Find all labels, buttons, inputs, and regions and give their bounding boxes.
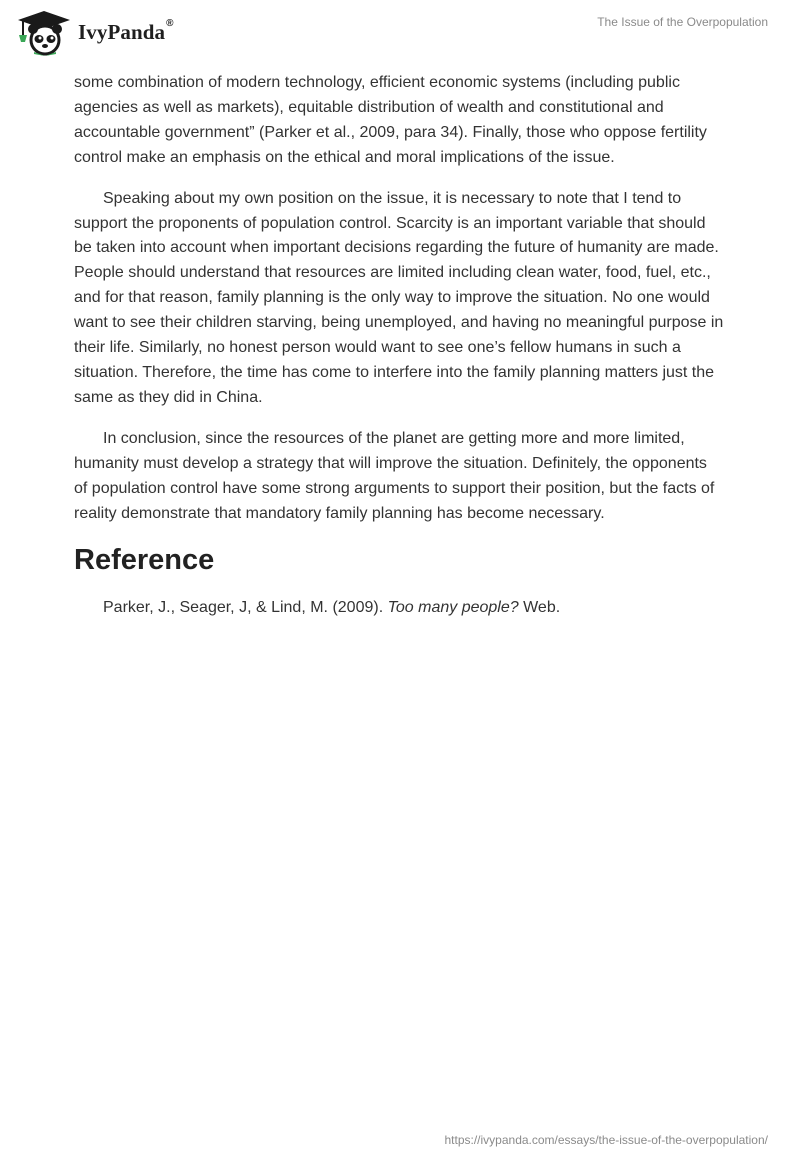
logo-wordmark: IvyPanda® <box>78 17 174 44</box>
ivypanda-logo[interactable] <box>14 8 174 56</box>
reference-title: Too many people? <box>387 599 519 617</box>
panda-graduation-cap-icon <box>14 8 72 56</box>
running-title: The Issue of the Overpopulation <box>597 15 768 29</box>
registered-mark: ® <box>166 17 174 29</box>
body-paragraph-3: In conclusion, since the resources of the planet are getting more and more limited, humanity must develop a strategy that will improve the situation. Definitely, the opponents of population control have some strong arguments to support their position, but the facts of reality demonstrate that mandatory family planning has become necessary. <box>74 429 715 522</box>
reference-medium: Web. <box>523 599 561 617</box>
body-paragraph-2: Speaking about my own position on the issue, it is necessary to note that I tend to support the proponents of population control. Scarcity is an important variable that should be taken into account when important decisions regarding the future of humanity are made. People should understand that resources are limited including clean water, food, fuel, etc., and for that reason, family planning is the only way to improve the situation. No one would want to see their children starving, being unemployed, and having no meaningful purpose in their life. Similarly, no honest person would want to see one’s fellow humans in such a situation. Therefore, the time has come to interfere into the family planning matters just the same as they did in China. <box>74 189 724 406</box>
footer-url-link[interactable]: https://ivypanda.com/essays/the-issue-of-the-overpopulation/ <box>444 1133 768 1147</box>
reference-heading: Reference <box>74 544 215 577</box>
body-paragraph-1: some combination of modern technology, efficient economic systems (including public agencies as well as markets), equitable distribution of wealth and constitutional and accountable government” (Parker et al., 2009, para 34). Finally, those who oppose fertility control make an emphasis on the ethical and moral implications of the issue. <box>74 74 707 166</box>
essay-body <box>74 71 724 620</box>
reference-authors: Parker, J., Seager, J, & Lind, M. (2009). <box>103 599 384 617</box>
reference-entry <box>74 596 724 620</box>
